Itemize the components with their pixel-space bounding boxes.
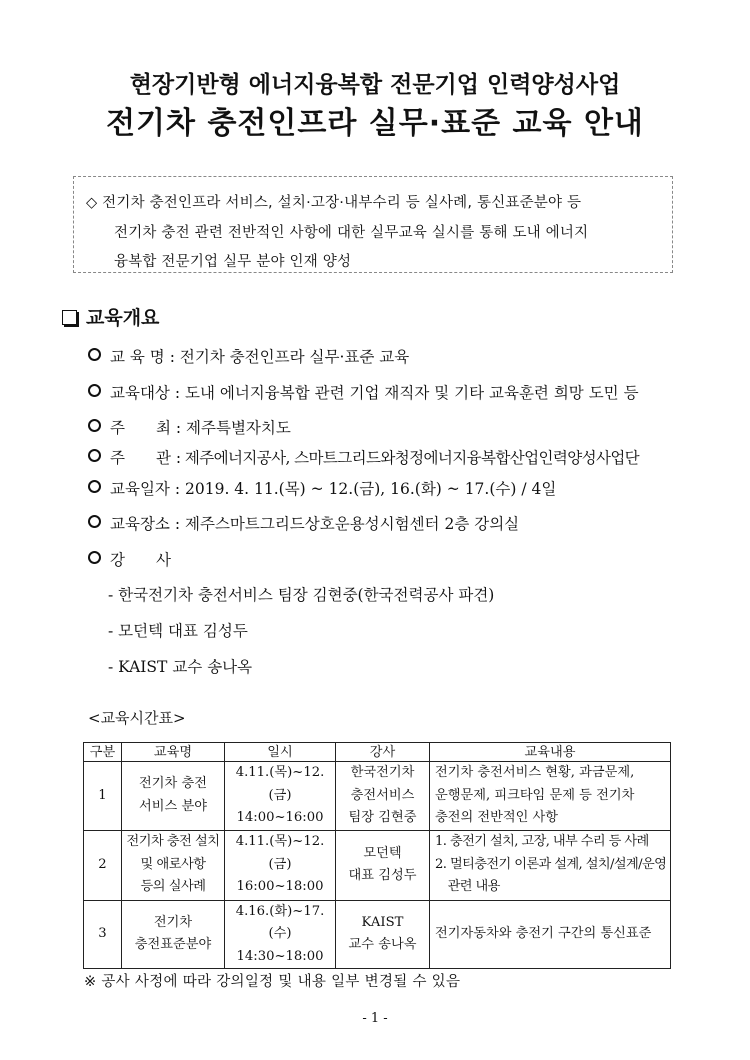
course-name-cell: [122, 762, 225, 831]
cell-line: 충전표준분야: [134, 937, 212, 953]
instructor-entry: - 모던텍 대표 김성두: [108, 622, 248, 640]
item-label: 강 사: [110, 551, 171, 569]
datetime-cell: [225, 830, 336, 900]
overview-item-date: [88, 477, 556, 499]
header-cell: 교육내용: [430, 743, 671, 762]
circle-bullet-icon: [88, 419, 101, 432]
cell-line: 관련 내용: [435, 879, 500, 895]
item-label: 교육대상: [110, 384, 170, 402]
section-heading-overview: [62, 303, 159, 330]
section-heading-label: 교육개요: [86, 307, 160, 329]
course-name-cell: [122, 830, 225, 900]
course-name-cell: [122, 900, 225, 969]
cell-line: 4.11.(목)~12.(금): [235, 834, 325, 872]
datetime-cell: [225, 762, 336, 831]
row-number: 1: [84, 762, 122, 831]
datetime-cell: [225, 900, 336, 969]
circle-bullet-icon: [88, 348, 101, 361]
cell-line: KAIST: [361, 914, 404, 930]
overview-item-instructors: [88, 548, 171, 570]
table-row: [84, 900, 671, 969]
item-value: : 제주스마트그리드상호운용성시험센터 2층 강의실: [174, 515, 520, 533]
item-label: 교육장소: [110, 515, 170, 533]
cell-line: 전기차 충전: [139, 776, 207, 792]
table-row: [84, 830, 671, 900]
document-subtitle: 현장기반형 에너지융복합 전문기업 인력양성사업: [129, 72, 621, 98]
cell-line: 4.11.(목)~12.(금): [235, 765, 325, 803]
summary-box: [73, 176, 673, 273]
instructor-entry: - 한국전기차 충전서비스 팀장 김현중(한국전력공사 파견): [108, 586, 495, 604]
table-header-row: [84, 743, 671, 762]
cell-line: 운행문제, 피크타임 문제 등 전기차: [435, 787, 635, 803]
item-label: 교육일자: [110, 480, 170, 498]
overview-item-target: [88, 381, 639, 403]
page-number: - 1 -: [362, 1011, 388, 1026]
header-cell: 교육명: [122, 743, 225, 762]
overview-item-location: [88, 512, 519, 534]
circle-bullet-icon: [88, 480, 101, 493]
cell-line: 대표 김성두: [348, 868, 417, 883]
cell-line: 2. 멀티충전기 이론과 설계, 설치/설계/운영: [435, 856, 667, 872]
cell-line: 14:00~16:00: [236, 810, 324, 825]
cell-line: 한국전기차: [350, 765, 415, 780]
item-value: : 제주특별자치도: [175, 419, 291, 437]
item-label: 주 최: [110, 419, 171, 437]
checkbox-square-icon: [62, 310, 77, 325]
item-value: : 전기차 충전인프라 실무·표준 교육: [169, 348, 410, 366]
content-cell: [430, 762, 671, 831]
circle-bullet-icon: [88, 551, 101, 564]
cell-line: 14:30~18:00: [236, 948, 324, 964]
cell-line: 1. 충전기 설치, 고장, 내부 수리 등 사례: [435, 834, 649, 850]
cell-line: 전기차 충전 설치: [126, 834, 220, 850]
header-cell: 일시: [225, 743, 336, 762]
overview-item-host: [88, 416, 291, 438]
content-cell: [430, 900, 671, 969]
header-cell: 구분: [84, 743, 122, 762]
item-value: : 제주에너지공사, 스마트그리드와청정에너지융복합산업인력양성사업단: [175, 449, 640, 467]
cell-line: 전기자동차와 충전기 구간의 통신표준: [435, 926, 652, 941]
summary-line: ◇ 전기차 충전인프라 서비스, 설치·고장·내부수리 등 실사례, 통신표준분야 등: [86, 195, 582, 211]
cell-line: 팀장 김현중: [348, 810, 417, 825]
cell-line: 16:00~18:00: [236, 879, 324, 895]
item-label: 주 관: [110, 449, 171, 467]
summary-line: 전기차 충전 관련 전반적인 사항에 대한 실무교육 실시를 통해 도내 에너지: [114, 225, 589, 241]
row-number: 3: [84, 900, 122, 969]
header-cell: 강사: [336, 743, 430, 762]
overview-item-organizer: [88, 446, 639, 468]
instructor-cell: [336, 900, 430, 969]
cell-line: 등의 실사례: [140, 879, 206, 895]
cell-line: 충전서비스: [350, 787, 415, 803]
summary-line: 융복합 전문기업 실무 분야 인재 양성: [114, 254, 352, 270]
item-value: : 도내 에너지융복합 관련 기업 재직자 및 기타 교육훈련 희망 도민 등: [174, 384, 639, 402]
instructor-cell: [336, 830, 430, 900]
circle-bullet-icon: [88, 449, 101, 462]
cell-line: 서비스 분야: [139, 798, 207, 814]
cell-line: 충전의 전반적인 사항: [435, 810, 559, 825]
overview-item-course-name: [88, 345, 409, 367]
cell-line: 교수 송나옥: [348, 937, 417, 953]
document-title: 전기차 충전인프라 실무·표준 교육 안내: [106, 106, 644, 141]
instructor-entry: - KAIST 교수 송나옥: [108, 658, 253, 676]
instructor-cell: [336, 762, 430, 831]
cell-line: 모던텍: [363, 845, 402, 861]
cell-line: 및 애로사항: [140, 856, 206, 872]
cell-line: 전기차 충전서비스 현황, 과금문제,: [435, 765, 635, 780]
schedule-table: [83, 742, 671, 969]
table-row: [84, 762, 671, 831]
schedule-note: ※ 공사 사정에 따라 강의일정 및 내용 일부 변경될 수 있음: [84, 974, 461, 990]
circle-bullet-icon: [88, 515, 101, 528]
item-value: : 2019. 4. 11.(목) ~ 12.(금), 16.(화) ~ 17.(수) / 4일: [174, 480, 557, 498]
schedule-caption: <교육시간표>: [88, 709, 186, 727]
item-label: 교 육 명: [110, 348, 165, 366]
cell-line: 전기차: [153, 914, 193, 930]
row-number: 2: [84, 830, 122, 900]
circle-bullet-icon: [88, 384, 101, 397]
cell-line: 4.16.(화)~17.(수): [235, 903, 325, 941]
content-cell: [430, 830, 671, 900]
